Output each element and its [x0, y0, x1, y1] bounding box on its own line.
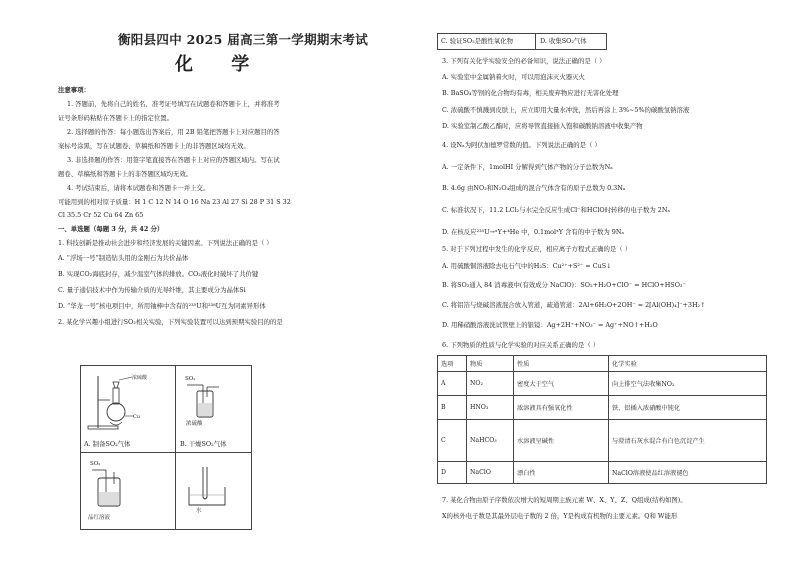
q6-table: [437, 355, 767, 484]
option-d: D. 在核反应²³⁵U→ˣY+⁴He 中，0.1molˣY 含有的中子数为 9Nₐ: [442, 228, 624, 236]
notice-heading: 注意事项：: [58, 86, 90, 94]
option-d: D. 实验室制乙酸乙酯时，应将导管直接插入饱和碳酸钠溶液中收集产物: [442, 122, 643, 130]
table-header-cell: 选项: [438, 356, 467, 372]
notice-line: 案标号涂黑，写在试题卷、草稿纸和答题卡上的非答题区域均无效。: [58, 142, 250, 150]
table-cell: 水溶液呈碱性: [514, 420, 609, 462]
option-b: B. 实现CO₂海底封存，减少温室气体的排放。CO₂液化时破坏了共价键: [58, 270, 259, 278]
option-b: B. 干燥SO₂气体: [180, 440, 227, 448]
table-row: [438, 396, 767, 420]
table-cell: NaClO: [467, 462, 514, 484]
fig-c-label: 品红溶液: [88, 515, 111, 521]
table-cell: NaHCO₃: [467, 420, 514, 462]
fig-c-label: SO₂: [90, 461, 101, 467]
fig-b-label: 浓硫酸: [186, 421, 203, 427]
section-heading: 一、单选题（每题 3 分，共 42 分）: [58, 225, 164, 233]
notice-line: 证号条形码粘贴在答题卡上的指定位置。: [58, 114, 174, 122]
option-a: A. 用硫酸铜溶液除去电石气中的H₂S：Cu²⁺+S²⁻ = CuS↓: [442, 262, 612, 270]
option-a: A. 制备SO₂气体: [84, 440, 131, 448]
option-a: A. 一定条件下，1molHI 分解得到气体产物的分子总数为Nₐ: [442, 163, 613, 171]
fig-a-label: Cu: [133, 414, 141, 420]
notice-line: 题卷、草稿纸和答题卡上的非答题区域均无效。: [58, 170, 193, 178]
apparatus-d-icon: [183, 465, 233, 510]
option-b: B. 4.6g 由NO₂和N₂O₄组成的混合气体含有的原子总数为 0.3Nₐ: [442, 184, 626, 192]
table-cell: HNO₃: [467, 396, 514, 420]
table-row: [438, 420, 767, 462]
table-cell: NaClO溶液使品红溶液褪色: [609, 462, 767, 484]
question-stem: 4. 设Nₐ为阿伏加德罗常数的值。下列说法正确的是（ ）: [442, 141, 601, 149]
table-row: [438, 462, 767, 484]
table-header-cell: 物质: [467, 356, 514, 372]
fig-b-label: SO₂: [185, 376, 196, 382]
table-header-cell: 化学实验: [609, 356, 767, 372]
option-a: A. 实验室中金属钠着火时，可以用泡沫灭火器灭火: [442, 73, 585, 81]
option-c: C. 量子通信技术中作为传输介质的光导纤维，其主要成分为晶体Si: [58, 286, 246, 294]
table-cell: B: [438, 396, 467, 420]
table-row: [438, 372, 767, 396]
option-b: B. BaSO₄等钡的化合物均有毒，相关废弃物应进行无害化处理: [442, 89, 619, 97]
question-stem: 6. 下列物质的性质与化学实验的对应关系正确的是（ ）: [442, 341, 600, 349]
table-cell: D: [438, 462, 467, 484]
table-cell: A: [438, 372, 467, 396]
fig-d-label: 水: [196, 508, 202, 514]
question-stem: 1. 科技创新是推动社会进步和经济发展的关键因素。下列说法正确的是（ ）: [58, 239, 273, 247]
notice-line: 4. 考试结束后，请将本试题卷和答题卡一并上交。: [67, 184, 210, 192]
table-cell: 铁、铝插入浓硝酸中钝化: [609, 396, 767, 420]
table-cell: 向上排空气法收集NO₂: [609, 372, 767, 396]
option-c: C. 将铝箔与烧碱溶液混合放入管道，疏通管道：2Al+6H₂O+2OH⁻ = 2[Al(OH)₄]⁻+3H₂↑: [442, 301, 706, 309]
table-header-row: [438, 356, 767, 372]
table-cell: 与澄清石灰水混合有白色沉淀产生: [609, 420, 767, 462]
right-column: [397, 0, 794, 562]
table-cell: C: [438, 420, 467, 462]
question-stem: 5. 对于下列过程中发生的化学反应，相应离子方程式正确的是（ ）: [442, 245, 632, 253]
table-cell: 密度大于空气: [514, 372, 609, 396]
question-line: X的核外电子数是其最外层电子数的 2 倍，Y是构成有机物的主要元素。Q和 W能形: [442, 512, 678, 520]
apparatus-c-icon: [90, 468, 130, 514]
question-stem: 7. 某化合物由原子序数依次增大的短周期主族元素 W、X、Y、Z、Q组成(结构如图)。: [442, 496, 687, 504]
atomic-masses: Cl 35.5 Cr 52 Cu 64 Zn 65: [58, 211, 144, 219]
option-a: A. “浮场一号”制造钻头用的金刚石为共价晶体: [58, 254, 189, 262]
option-d: D. 用稀硝酸溶液洗试管壁上的银镜：Ag+2H⁺+NO₃⁻ = Ag⁺+NO↑+H₂O: [442, 321, 658, 329]
table-cell: 漂白性: [514, 462, 609, 484]
table-cell: 浓溶液具有强氧化性: [514, 396, 609, 420]
atomic-masses: 可能用到的相对原子质量：H 1 C 12 N 14 O 16 Na 23 Al 27 Si 28 P 31 S 32: [58, 198, 291, 206]
notice-line: 3. 非选择题的作答：用签字笔直接答在答题卡上对应的答题区域内。写在试: [67, 156, 280, 164]
table-cell: NO₂: [467, 372, 514, 396]
apparatus-b-icon: [185, 383, 235, 425]
notice-line: 2. 选择题的作答：每小题选出答案后，用 2B 铅笔把答题卡上对应题目的答: [67, 128, 280, 136]
apparatus-a-icon: [84, 372, 172, 432]
option-d: D. “华龙一号”核电项目中，所用铀棒中含有的²³⁵U和²³⁸U互为同素异形体: [58, 302, 266, 310]
table-header-cell: 性质: [514, 356, 609, 372]
option-c: C. 验证SO₂是酸性氧化物: [441, 37, 514, 45]
exam-title: 衡阳县四中 2025 届高三第一学期期末考试: [118, 32, 369, 47]
subject-title: 化 学: [175, 54, 266, 75]
question-stem: 3. 下列有关化学实验安全的必备知识，说法正确的是（ ）: [442, 57, 606, 65]
option-d: D. 收集SO₂气体: [540, 37, 587, 45]
notice-line: 1. 答题前，先将自己的姓名、准考证号填写在试题卷和答题卡上，并将准考: [67, 100, 280, 108]
question-stem: 2. 某化学兴趣小组进行SO₂相关实验，下列实验装置可以达到预期实验目的的是: [58, 318, 283, 326]
option-b: B. 将SO₂通入 84 消毒液中(有效成分 NaClO)：SO₂+H₂O+ClO⁻ = HClO+HSO₃⁻: [442, 281, 686, 289]
option-c: C. 浓硫酸不慎溅到皮肤上，应立即用大量水冲洗，然后再涂上 3%~5%的碳酸氢钠溶液: [442, 106, 690, 114]
option-c: C. 标准状况下，11.2 LCl₂与水完全反应生成Cl⁻和HClO时转移的电子数为 2Nₐ: [442, 206, 670, 214]
fig-a-label: 浓硫酸: [132, 375, 148, 381]
